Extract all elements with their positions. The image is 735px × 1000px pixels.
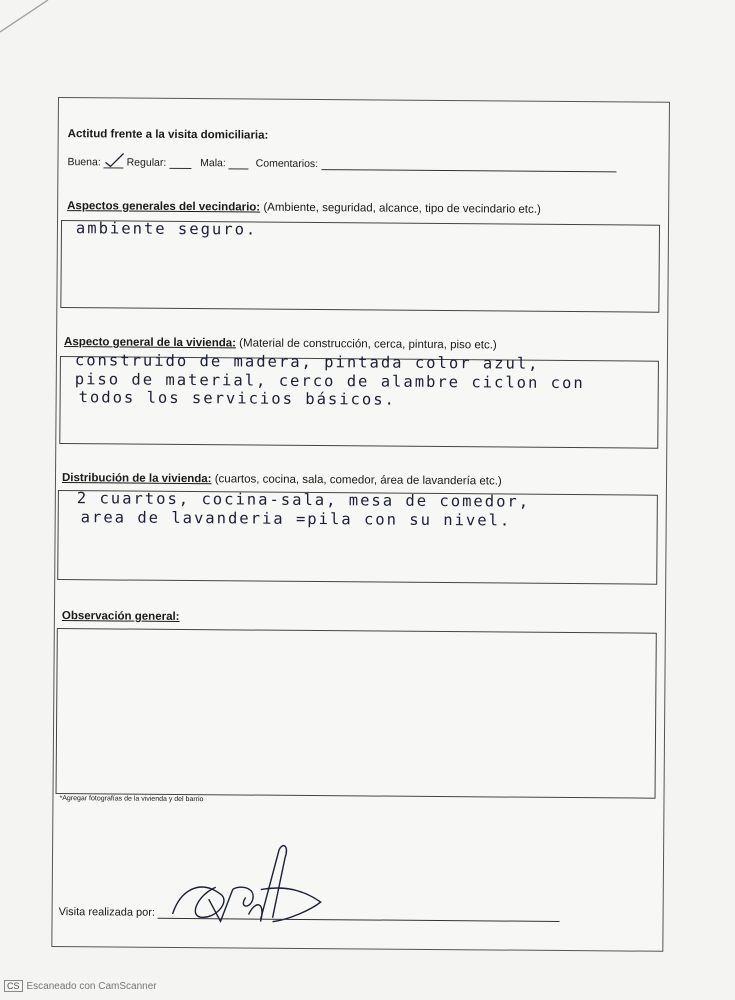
bad-label: Mala: xyxy=(200,157,226,170)
camscanner-text: Escaneado con CamScanner xyxy=(26,980,157,992)
general-observation-title: Observación general: xyxy=(61,610,180,623)
visit-by-label: Visita realizada por: xyxy=(58,906,156,919)
check-mark-icon xyxy=(104,151,126,167)
visit-form xyxy=(51,97,670,952)
distribution-title: Distribución de la vivienda: (cuartos, cocina, sala, comedor, área de lavandería etc.) xyxy=(61,472,502,488)
comments-label: Comentarios: xyxy=(255,157,319,171)
camscanner-logo-icon: CS xyxy=(4,980,23,992)
scan-corner-mark xyxy=(0,0,60,40)
good-label: Buena: xyxy=(67,156,101,169)
neighborhood-title: Aspectos generales del vecindario: (Ambiente, seguridad, alcance, tipo de vecindario etc.) xyxy=(67,200,541,216)
bad-blank[interactable] xyxy=(229,158,249,169)
housing-aspect-box[interactable] xyxy=(59,351,659,449)
housing-aspect-title: Aspecto general de la vivienda: (Material de construcción, cerca, pintura, piso etc.) xyxy=(64,336,497,352)
distribution-box[interactable] xyxy=(57,490,658,585)
good-blank[interactable] xyxy=(104,157,124,168)
comments-line[interactable] xyxy=(321,159,616,172)
attitude-rating-row xyxy=(67,156,657,173)
neighborhood-answer-line: ambiente seguro. xyxy=(75,219,258,239)
general-observation-box[interactable] xyxy=(56,628,657,799)
distribution-answer-line: area de lavanderia =pila con su nivel. xyxy=(80,508,512,530)
visit-by-row xyxy=(59,906,579,922)
camscanner-watermark xyxy=(4,980,157,992)
distribution-answer-line: 2 cuartos, cocina-sala, mesa de comedor, xyxy=(76,489,531,511)
regular-label: Regular: xyxy=(126,156,167,169)
attitude-title: Actitud frente a la visita domiciliaria: xyxy=(67,128,269,142)
housing-answer-line: construido de madera, pintada color azul, xyxy=(74,351,540,373)
signature-image xyxy=(160,839,331,935)
neighborhood-box[interactable] xyxy=(60,220,660,313)
housing-answer-line: piso de material, cerco de alambre ciclon con xyxy=(74,370,585,393)
photo-footnote: *Agregar fotografías de la vivienda y del barrio xyxy=(59,795,204,804)
housing-answer-line: todos los servicios básicos. xyxy=(78,388,397,409)
regular-blank[interactable] xyxy=(169,158,191,169)
